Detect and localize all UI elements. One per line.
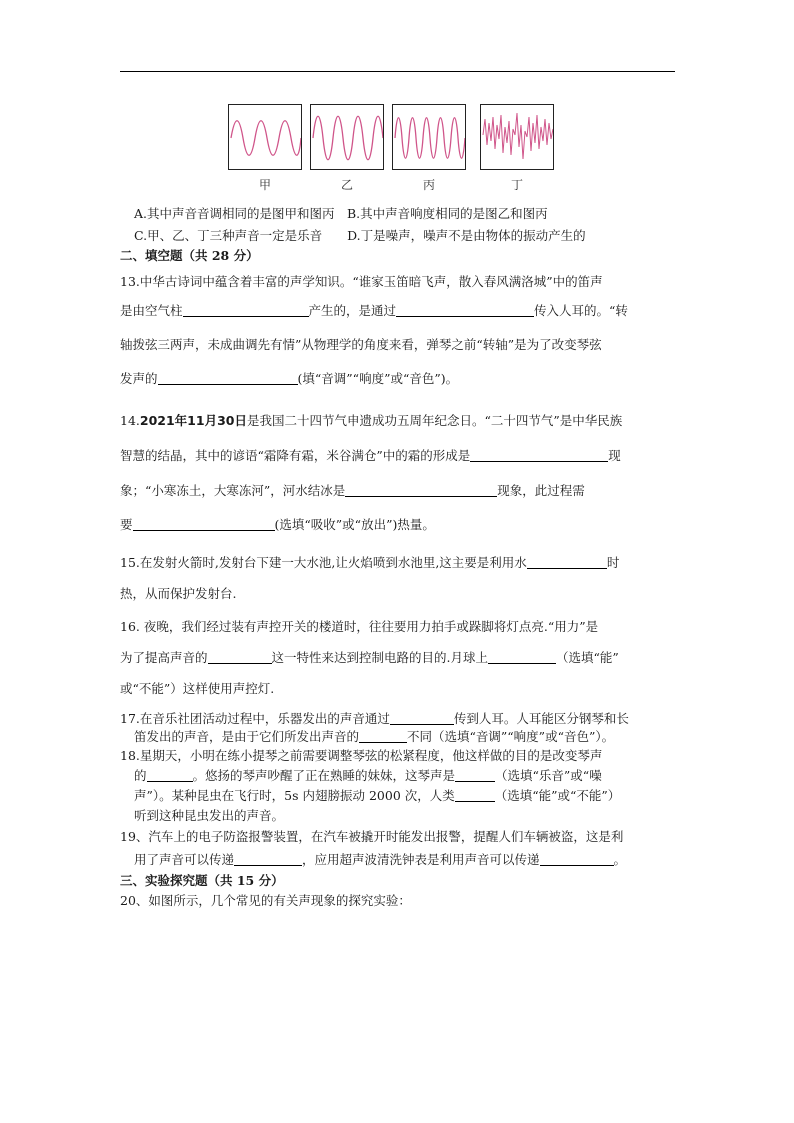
waveform-bing-plot [393,105,466,170]
waveform-yi-plot [311,105,384,170]
q16-blank-1[interactable] [208,651,272,665]
q18-text-2c: （选填“乐音”或“噪 [495,768,602,783]
q14-blank-2[interactable] [345,484,497,498]
q14-line-4 [120,515,435,533]
q13-text-4b: (填“音调”“响度”或“音色”)。 [297,371,459,386]
q14-line-3 [120,481,585,499]
q16-text-2b: 这一特性来达到控制电路的目的.月球上 [271,650,488,665]
q14-text-3b: 现象，此过程需 [497,483,585,498]
q18-text-3b: （选填“能”或“不能”） [494,788,621,803]
waveform-ding-curve [483,113,553,159]
waveform-bing-curve [395,118,465,159]
q14-text-2a: 智慧的结晶，其中的谚语“霜降有霜，米谷满仓”中的霜的形成是 [120,448,471,463]
q20-line-1: 20、如图所示，几个常见的有关声现象的探究实验： [120,893,411,908]
q14-blank-1[interactable] [470,449,608,463]
q17-blank-2[interactable] [359,730,407,744]
q14-text-3a: 象；“小寒冻土，大寒冻河”，河水结冰是 [120,483,346,498]
q14-line-2 [120,446,621,464]
q19-blank-1[interactable] [234,853,302,867]
q13-line-3: 轴拨弦三两声，未成曲调先有情”从物理学的角度来看，弹琴之前“转轴”是为了改变琴弦 [120,337,602,352]
q19-line-2 [134,850,626,868]
q18-text-3a: 声”）。某种昆虫在飞行时，5s 内翅膀振动 2000 次，人类 [134,788,455,803]
q19-line-1: 19、汽车上的电子防盗报警装置，在汽车被撬开时能发出报警，提醒人们车辆被盗，这是利 [120,829,624,844]
waveform-jia [228,104,302,170]
waveform-ding [480,104,554,170]
q13-line-2 [120,301,628,319]
q13-text-2a: 是由空气柱 [120,303,183,318]
waveform-bing [392,104,466,170]
section-2-title: 二、填空题（共 28 分） [120,248,259,263]
q14-text-1a: 14. [120,413,140,428]
waveform-label-bing: 丙 [422,178,435,192]
q16-line-3: 或“不能”）这样使用声控灯. [120,681,275,696]
q17-line-1 [120,709,629,727]
q17-text-2b: 不同（选填“音调”“响度”或“音色”）。 [407,729,615,744]
q14-text-4b: (选填“吸收”或“放出”)热量。 [274,517,435,532]
q19-text-2a: 用了声音可以传递 [134,852,235,867]
section-3-title: 三、实验探究题（共 15 分） [120,873,284,888]
q18-line-2 [134,766,602,784]
q13-text-2c: 传入人耳的。“转 [534,303,628,318]
q13-blank-3[interactable] [158,372,298,386]
q16-line-2 [120,648,619,666]
q14-text-2b: 现 [608,448,621,463]
q18-text-2a: 的 [134,768,147,783]
q18-blank-1[interactable] [147,769,193,783]
q17-line-2 [134,727,614,745]
q18-blank-3[interactable] [455,789,495,803]
waveform-ding-plot [481,105,554,170]
q15-text-1a: 15.在发射火箭时,发射台下建一大水池,让火焰喷到水池里,这主要是利用水 [120,555,527,570]
q14-text-4a: 要 [120,517,133,532]
waveform-label-ding: 丁 [510,178,523,192]
waveform-jia-curve [231,121,301,156]
waveform-jia-plot [229,105,302,170]
q15-blank-1[interactable] [527,556,607,570]
q15-line-1 [120,553,619,571]
q12-options-cd: C.甲、乙、丁三种声音一定是乐音 D.丁是噪声，噪声不是由物体的振动产生的 [134,228,586,243]
q14-line-1 [120,411,622,429]
q17-text-2a: 笛发出的声音，是由于它们所发出声音的 [134,729,360,744]
q17-blank-1[interactable] [390,712,454,726]
q13-text-2b: 产生的，是通过 [308,303,397,318]
waveform-label-jia: 甲 [258,178,271,192]
waveform-figure [228,104,558,194]
q15-line-2: 热，从而保护发射台. [120,586,237,601]
q18-text-2b: 。悠扬的琴声吵醒了正在熟睡的妹妹，这琴声是 [192,768,456,783]
waveform-yi [310,104,384,170]
q14-date: 2021年11月30日 [139,413,247,428]
q18-line-1: 18.星期天，小明在练小提琴之前需要调整琴弦的松紧程度，他这样做的目的是改变琴声 [120,748,603,763]
q14-blank-3[interactable] [133,518,275,532]
q13-text-4a: 发声的 [120,371,158,386]
q18-line-3 [134,786,620,804]
waveform-yi-curve [313,116,383,160]
q16-line-1: 16. 夜晚，我们经过装有声控开关的楼道时，往往要用力拍手或跺脚将灯点亮.“用力”是 [120,619,599,634]
q13-line-1: 13.中华古诗词中蕴含着丰富的声学知识。“谁家玉笛暗飞声，散入春风满洛城”中的笛声 [120,274,603,289]
q18-line-4: 听到这种昆虫发出的声音。 [134,808,285,823]
q16-blank-2[interactable] [488,651,556,665]
q19-text-2c: 。 [613,852,627,867]
q13-blank-2[interactable] [396,304,534,318]
q17-text-1a: 17.在音乐社团活动过程中，乐器发出的声音通过 [120,711,390,726]
q13-blank-1[interactable] [183,304,309,318]
q19-text-2b: ，应用超声波清洗钟表是利用声音可以传递 [302,852,540,867]
q19-blank-2[interactable] [540,853,614,867]
q18-blank-2[interactable] [455,769,495,783]
q15-text-1b: 时 [606,555,620,570]
q14-text-1c: 是我国二十四节气申遗成功五周年纪念日。“二十四节气”是中华民族 [246,413,623,428]
q17-text-1b: 传到人耳。人耳能区分钢琴和长 [453,711,629,726]
waveform-label-yi: 乙 [340,178,353,192]
q12-options-ab: A.其中声音音调相同的是图甲和图丙 B.其中声音响度相同的是图乙和图丙 [134,206,548,221]
q16-text-2a: 为了提高声音的 [120,650,208,665]
header-rule [120,71,675,72]
q13-line-4 [120,369,458,387]
q16-text-2c: （选填“能” [556,650,619,665]
